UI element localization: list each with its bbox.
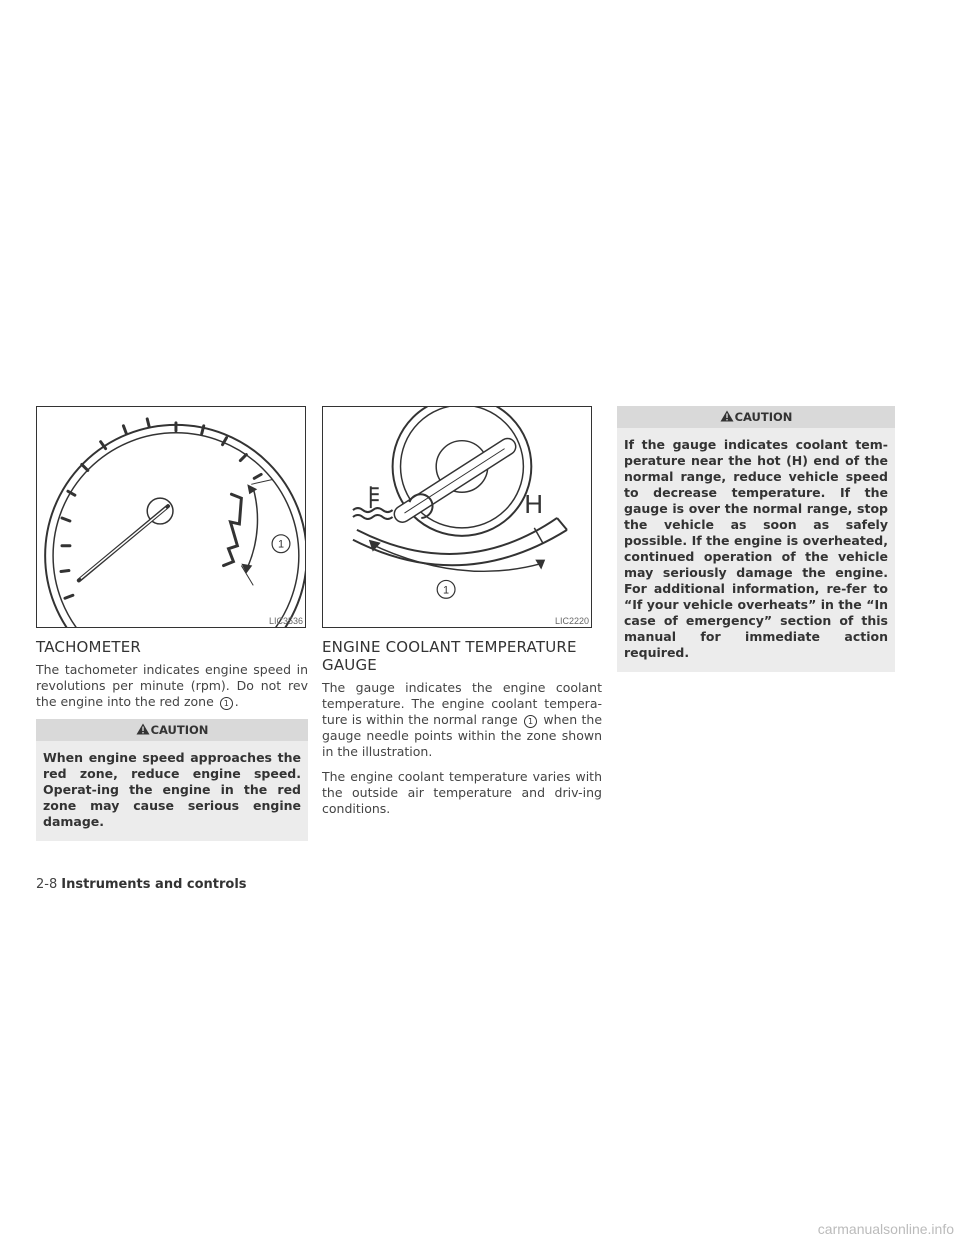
caution-text: When engine speed approaches the red zone, reduce engine speed. Operat-ing the engine in the red zone may cause serious engine damage. — [43, 750, 301, 829]
tachometer-section — [36, 406, 308, 841]
tachometer-figure — [36, 406, 306, 628]
page-footer — [36, 877, 247, 892]
coolant-gauge-illustration — [323, 407, 591, 627]
gauge-h-mark: H — [524, 491, 543, 520]
caution-header — [36, 719, 308, 741]
caution-header — [617, 406, 895, 428]
section-title-coolant: ENGINE COOLANT TEMPERATURE GAUGE — [322, 638, 577, 674]
callout-marker: 1 — [524, 715, 537, 728]
caution-text: If the gauge indicates coolant tem-perature near the hot (H) end of the normal range, reduce vehicle speed to decrease temperature. If the gauge is over the normal range, stop the vehicle as soon as safely possible. If the engine is overheated, continued operation of the vehicle may seriously damage the engine. For additional information, re-fer to “If your vehicle overheats” in the “In case of emergency” section of this manual for immediate action required. — [624, 437, 888, 660]
figure-callout-1: 1 — [443, 584, 450, 597]
tachometer-paragraph: The tachometer indicates engine speed in revolutions per minute (rpm). Do not rev the engine into the red zone 1 . — [36, 662, 308, 709]
figure-code: LIC3536 — [268, 616, 303, 626]
watermark: carmanualsonline.info — [817, 1221, 954, 1237]
tachometer-illustration — [37, 407, 305, 627]
figure-code: LIC2220 — [554, 616, 589, 626]
section-title-tachometer: TACHOMETER — [36, 638, 142, 656]
page-number: 2-8 — [36, 877, 58, 892]
coolant-gauge-section — [322, 406, 602, 826]
coolant-paragraph-2: The engine coolant temperature varies with the outside air temperature and driv-ing conditions. — [322, 769, 602, 816]
coolant-gauge-figure — [322, 406, 592, 628]
caution-label: CAUTION — [150, 723, 209, 737]
caution-label: CAUTION — [734, 410, 793, 424]
caution-box-tachometer — [36, 719, 308, 841]
coolant-paragraph-1: The gauge indicates the engine coolant temperature. The engine coolant tempera-ture is within the normal range 1 when the gauge needle points within the zone shown in the illustration. — [322, 680, 603, 759]
coolant-caution-section — [617, 406, 895, 672]
figure-callout-1: 1 — [277, 538, 285, 551]
warning-triangle-icon — [136, 723, 150, 735]
callout-marker: 1 — [220, 697, 233, 710]
warning-triangle-icon — [720, 410, 734, 422]
footer-section-title: Instruments and controls — [61, 877, 247, 892]
caution-box-coolant — [617, 406, 895, 672]
